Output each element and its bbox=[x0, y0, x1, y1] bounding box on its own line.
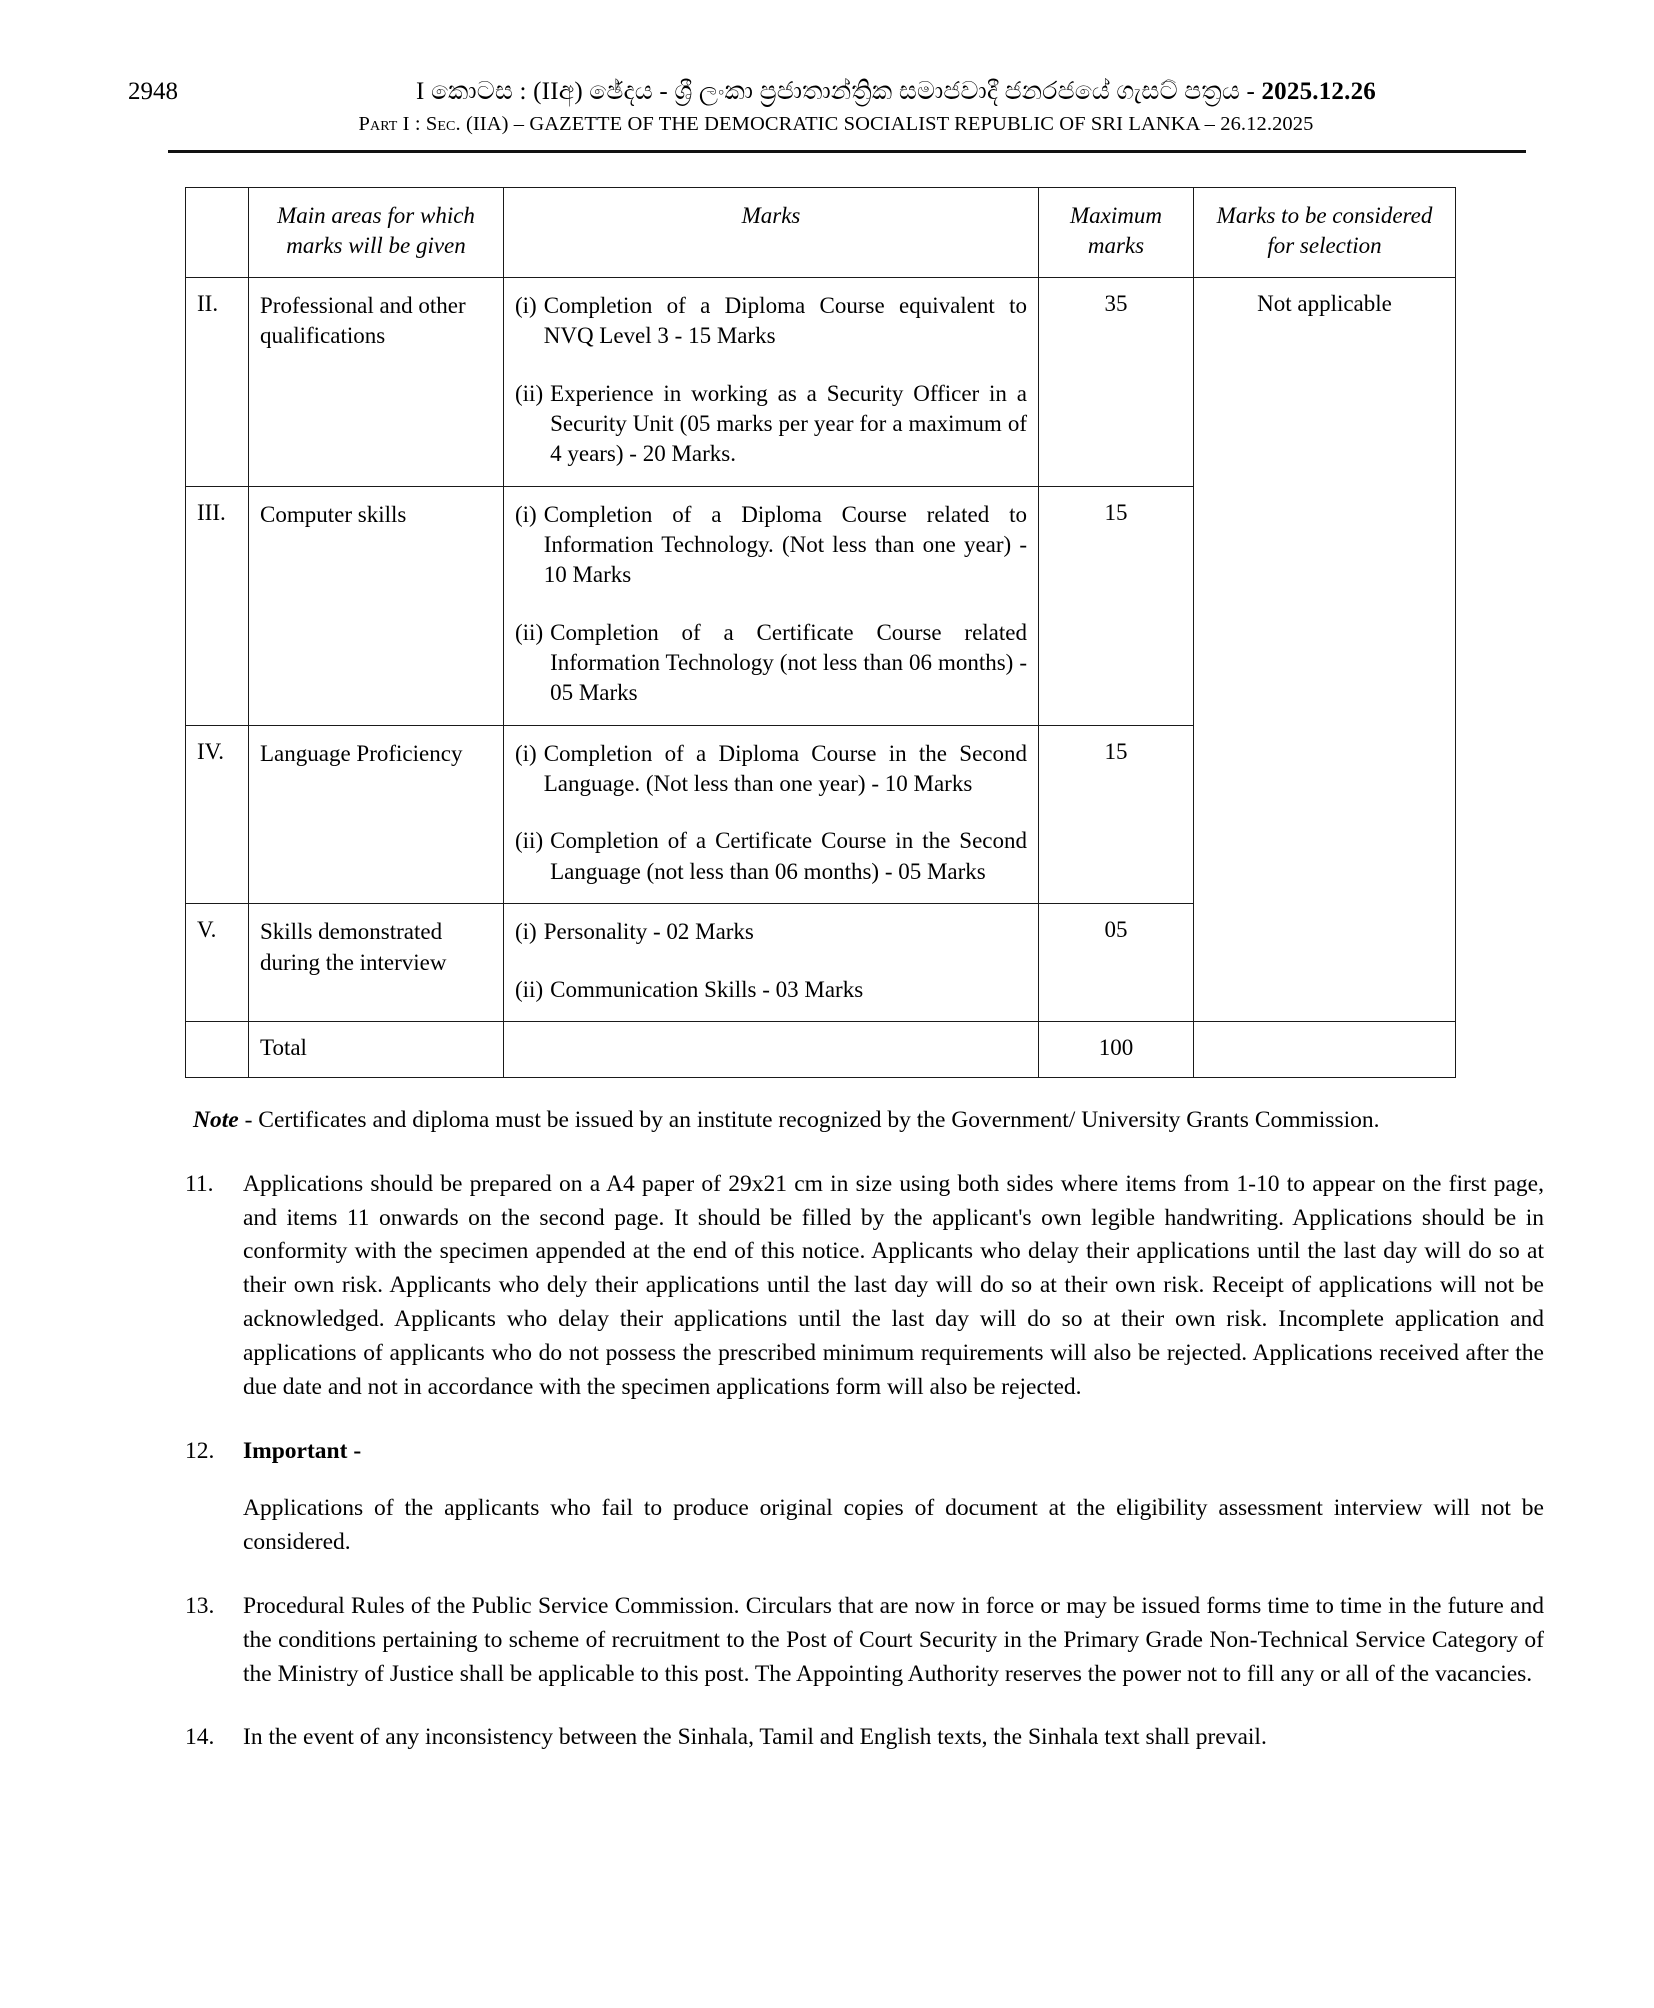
paragraph-14 bbox=[185, 1721, 1544, 1755]
note-label: Note bbox=[193, 1106, 239, 1133]
page-header bbox=[0, 0, 1654, 153]
row-area-text: Professional and other qualifications bbox=[260, 292, 466, 349]
row-area bbox=[249, 904, 504, 1022]
marks-item-label: (i) bbox=[515, 292, 537, 318]
marks-item-text: Completion of a Diploma Course equivalent to NVQ Level 3 - 15 Marks bbox=[543, 292, 1027, 349]
marks-table bbox=[185, 187, 1456, 1078]
paragraph-text: Applications of the applicants who fail to produce original copies of document at the eligibility assessment interview will not be considered. bbox=[243, 1495, 1544, 1556]
page-number: 2948 bbox=[128, 78, 178, 105]
row-area bbox=[249, 486, 504, 725]
header-english-title: (IIA) – GAZETTE OF THE DEMOCRATIC SOCIALIST REPUBLIC OF SRI LANKA – 26.12.2025 bbox=[465, 113, 1314, 135]
row-area-text: Computer skills bbox=[260, 501, 407, 527]
paragraph-text: Applications should be prepared on a A4 paper of 29x21 cm in size using both sides where items from 1-10 to appear on the first page, and items 11 onwards on the second page. It should be filled by the applicant's own legible handwriting. Applications should be in conformity with the specimen appended at the end of this notice. Applicants who delay their applications until the last day will do so at their own risk. Applicants who dely their applications until the last day will do so at their own risk. Receipt of applications will not be acknowledged. Applicants who delay their applications until the last day will do so at their own risk. Incomplete application and applications of applicants who do not possess the prescribed minimum requirements will also be rejected. Applications received after the due date and not in accordance with the specimen applications form will also be rejected. bbox=[243, 1170, 1544, 1400]
paragraph-number: 14. bbox=[185, 1724, 215, 1751]
header-sinhala-title bbox=[248, 78, 1544, 106]
marks-item bbox=[515, 379, 1027, 470]
table-row bbox=[186, 277, 1456, 486]
marks-item-label: (ii) bbox=[515, 976, 544, 1002]
header-english-part: Part I : bbox=[358, 113, 421, 135]
paragraph-12 bbox=[185, 1435, 1544, 1560]
header-english-sec: Sec. bbox=[425, 113, 461, 135]
total-marks-empty bbox=[504, 1021, 1039, 1077]
total-index bbox=[186, 1021, 249, 1077]
marks-item bbox=[515, 291, 1027, 352]
paragraph-text: Procedural Rules of the Public Service Commission. Circulars that are now in force or may be issued forms time to time in the future and the conditions pertaining to scheme of recruitment to the Post of Court Security in the Primary Grade Non-Technical Service Category of the Ministry of Justice shall be applicable to this post. The Appointing Authority reserves the power not to fill any or all of the vacancies. bbox=[243, 1593, 1544, 1687]
marks-item-text: Communication Skills - 03 Marks bbox=[550, 976, 864, 1002]
row-max-marks: 15 bbox=[1039, 725, 1194, 903]
marks-item-label: (ii) bbox=[515, 380, 544, 406]
row-index: IV. bbox=[186, 725, 249, 903]
total-label: Total bbox=[249, 1021, 504, 1077]
header-sinhala-text: I කොටස : (IIඅ) ඡේදය - ශ්‍රී ලංකා ප්‍රජාතාන්ත්‍රික සමාජවාදී ජනරජයේ ගැසට් පත්‍රය - bbox=[416, 78, 1262, 105]
header-sinhala-date: 2025.12.26 bbox=[1261, 78, 1376, 105]
paragraph-number: 13. bbox=[185, 1593, 215, 1619]
row-marks bbox=[504, 904, 1039, 1022]
row-marks bbox=[504, 725, 1039, 903]
row-area-text: Language Proficiency bbox=[260, 740, 463, 766]
row-index: II. bbox=[186, 277, 249, 486]
marks-item-text: Experience in working as a Security Officer in a Security Unit (05 marks per year for a maximum of 4 years) - 20 Marks. bbox=[550, 380, 1027, 467]
note-text: - Certificates and diploma must be issued by an institute recognized by the Government/ University Grants Commission. bbox=[238, 1106, 1380, 1133]
paragraph-number: 12. bbox=[185, 1437, 215, 1464]
marks-item-label: (ii) bbox=[515, 619, 544, 645]
header-line-english bbox=[0, 113, 1654, 136]
row-area bbox=[249, 725, 504, 903]
marks-item bbox=[515, 500, 1027, 591]
row-max-marks: 15 bbox=[1039, 486, 1194, 725]
marks-item bbox=[515, 618, 1027, 709]
paragraph-text: In the event of any inconsistency between the Sinhala, Tamil and English texts, the Sinhala text shall prevail. bbox=[243, 1724, 1267, 1751]
paragraph-13 bbox=[185, 1590, 1544, 1691]
numbered-paragraphs bbox=[185, 1168, 1544, 1756]
marks-item-text: Completion of a Diploma Course related to Information Technology. (Not less than one year) - 10 Marks bbox=[543, 501, 1027, 588]
marks-item bbox=[515, 975, 1027, 1005]
header-cell-main-areas: Main areas for which marks will be given bbox=[249, 188, 504, 278]
table-header-row bbox=[186, 188, 1456, 278]
row-area bbox=[249, 277, 504, 486]
row-selection-note: Not applicable bbox=[1194, 277, 1456, 1021]
header-cell-index bbox=[186, 188, 249, 278]
marks-item bbox=[515, 917, 1027, 947]
marks-table-body bbox=[186, 277, 1456, 1077]
marks-item-label: (i) bbox=[515, 501, 537, 527]
header-cell-maximum-marks: Maximum marks bbox=[1039, 188, 1194, 278]
paragraph-heading: Important - bbox=[243, 1437, 362, 1464]
row-marks bbox=[504, 486, 1039, 725]
header-line-sinhala bbox=[0, 78, 1654, 106]
total-max-marks: 100 bbox=[1039, 1021, 1194, 1077]
marks-table-wrapper bbox=[0, 187, 1654, 1078]
marks-item-text: Completion of a Certificate Course related Information Technology (not less than 06 months) - 05 Marks bbox=[550, 619, 1027, 706]
row-index: III. bbox=[186, 486, 249, 725]
paragraph-body bbox=[243, 1435, 1544, 1560]
header-cell-marks: Marks bbox=[504, 188, 1039, 278]
marks-item-label: (ii) bbox=[515, 828, 544, 854]
total-selection-empty bbox=[1194, 1021, 1456, 1077]
marks-item-text: Completion of a Certificate Course in the Second Language (not less than 06 months) - 05 Marks bbox=[550, 828, 1027, 884]
row-max-marks: 35 bbox=[1039, 277, 1194, 486]
marks-item-text: Completion of a Diploma Course in the Second Language. (Not less than one year) - 10 Marks bbox=[543, 740, 1027, 797]
row-area-text: Skills demonstrated during the interview bbox=[260, 919, 447, 975]
note-block bbox=[185, 1104, 1544, 1138]
page-body bbox=[0, 1104, 1654, 1755]
table-total-row bbox=[186, 1021, 1456, 1077]
row-max-marks: 05 bbox=[1039, 904, 1194, 1022]
row-index: V. bbox=[186, 904, 249, 1022]
marks-item-label: (i) bbox=[515, 740, 537, 766]
row-marks bbox=[504, 277, 1039, 486]
marks-item bbox=[515, 826, 1027, 887]
marks-item bbox=[515, 739, 1027, 800]
paragraph-11 bbox=[185, 1168, 1544, 1405]
paragraph-number: 11. bbox=[185, 1170, 214, 1197]
header-divider bbox=[168, 150, 1526, 153]
marks-item-text: Personality - 02 Marks bbox=[543, 919, 754, 945]
marks-item-label: (i) bbox=[515, 919, 537, 945]
header-cell-selection: Marks to be considered for selection bbox=[1194, 188, 1456, 278]
marks-table-head bbox=[186, 188, 1456, 278]
